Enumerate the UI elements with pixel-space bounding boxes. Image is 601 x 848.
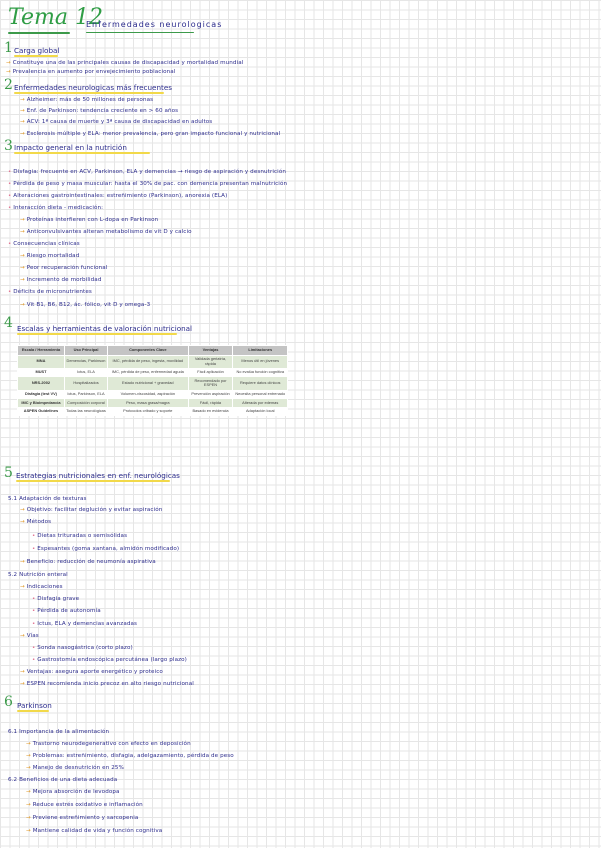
- table-cell: Adaptación local: [233, 407, 288, 416]
- note-line: • Consecuencias clínicas: [8, 241, 80, 247]
- note-text: Dietas trituradas o semisólidas: [37, 533, 128, 539]
- note-text: Vías: [26, 633, 39, 639]
- note-line: → Anticonvulsivantes alteran metabolismo de vit D y calcio: [20, 229, 192, 235]
- note-text: ACV: 1ª causa de muerte y 3ª causa de discapacidad en adultos: [26, 119, 213, 125]
- note-line: • Pérdida de peso y masa muscular: hasta el 30% de pac. con demencia presentan malnutrición: [8, 181, 288, 187]
- table-cell: Composición corporal: [64, 399, 107, 408]
- section-number: 4: [4, 315, 13, 331]
- note-line: → Proteínas interfieren con L-dopa en Parkinson: [20, 217, 159, 223]
- note-text: Objetivo: facilitar deglución y evitar aspiración: [26, 507, 163, 513]
- table-cell: Protocolos cribado y soporte: [108, 407, 189, 416]
- note-text: Prevalencia en aumento por envejecimiento poblacional: [12, 69, 176, 75]
- table-cell: Peso, masa grasa/magra: [108, 399, 189, 408]
- note-text: Problemas: estreñimiento, disfagia, adelgazamiento, pérdida de peso: [32, 753, 234, 759]
- note-text: Mantiene calidad de vida y función cognitiva: [32, 828, 163, 834]
- table-header: Limitaciones: [233, 346, 288, 356]
- note-text: Espesantes (goma xantana, almidón modificado): [37, 546, 180, 552]
- table-cell: NRS-2002: [18, 377, 65, 390]
- note-text: Disfagia grave: [37, 596, 80, 602]
- section-heading: Escalas y herramientas de valoración nutricional: [17, 324, 193, 333]
- note-line: → Enf. de Parkinson: tendencia creciente en > 60 años: [20, 108, 179, 114]
- section-number: 6: [4, 694, 13, 710]
- note-text: 6.1 Importancia de la alimentación: [8, 729, 110, 735]
- note-line: → Esclerosis múltiple y ELA: menor prevalencia, pero gran impacto funcional y nutricional: [20, 131, 281, 137]
- note-line: → Mejora absorción de levodopa: [26, 789, 120, 795]
- note-line: • Gastrostomía endoscópica percutánea (largo plazo): [32, 657, 187, 663]
- note-text: Incremento de morbilidad: [26, 277, 102, 283]
- heading-highlight: [17, 333, 177, 335]
- note-text: Vit B1, B6, B12, ác. fólico, vit D y omega-3: [26, 302, 151, 308]
- note-line: → Beneficio: reducción de neumonía aspirativa: [20, 559, 156, 565]
- note-text: Beneficio: reducción de neumonía aspirativa: [26, 559, 156, 565]
- note-line: • Pérdida de autonomía: [32, 608, 101, 614]
- note-text: Indicaciones: [26, 584, 63, 590]
- table-cell: IMC y Bioimpedancia: [18, 399, 65, 408]
- table-cell: Fácil, rápida: [188, 399, 233, 408]
- note-line: • Dietas trituradas o semisólidas: [32, 533, 128, 539]
- note-text: Esclerosis múltiple y ELA: menor prevalencia, pero gran impacto funcional y nutricional: [26, 131, 281, 137]
- note-line: [8, 496, 87, 503]
- note-text: Previene estreñimiento y sarcopenia: [32, 815, 139, 821]
- section-heading: Impacto general en la nutrición: [14, 143, 127, 152]
- table-header: Uso Principal: [64, 346, 107, 356]
- note-text: Proteínas interfieren con L-dopa en Parkinson: [26, 217, 159, 223]
- table-cell: MNA: [18, 355, 65, 368]
- table-cell: Prevención aspiración: [188, 390, 233, 399]
- section-heading: Carga global: [14, 46, 60, 55]
- note-text: 6.2 Beneficios de una dieta adecuada: [8, 777, 118, 783]
- note-text: Ictus, ELA y demencias avanzadas: [37, 621, 138, 627]
- note-text: Métodos: [26, 519, 52, 525]
- note-line: [8, 729, 109, 736]
- note-text: 5.1 Adaptación de texturas: [8, 496, 87, 502]
- note-line: • Interacción dieta - medicación:: [8, 205, 104, 211]
- note-text: Manejo de desnutrición en 25%: [32, 765, 124, 771]
- note-line: → Previene estreñimiento y sarcopenia: [26, 815, 139, 821]
- note-line: → Constituye una de las principales causas de discapacidad y mortalidad mundial: [6, 60, 244, 66]
- note-line: → Ventajas: asegura aporte energético y proteico: [20, 669, 163, 675]
- table-row: [18, 390, 288, 399]
- table-row: [18, 377, 288, 390]
- note-text: Anticonvulsivantes alteran metabolismo de vit D y calcio: [26, 229, 192, 235]
- table-cell: Todas las neurológicas: [64, 407, 107, 416]
- page-subtitle: Enfermedades neurologicas: [86, 20, 223, 29]
- note-line: → Vías: [20, 633, 39, 639]
- note-text: Sonda nasogástrica (corto plazo): [37, 645, 133, 651]
- heading-highlight: [16, 480, 170, 482]
- table-row: [18, 399, 288, 408]
- table-cell: ASPEN Guidelines: [18, 407, 65, 416]
- note-line: → Peor recuperación funcional: [20, 265, 108, 271]
- note-line: [8, 777, 117, 784]
- table-cell: Ictus, ELA: [64, 368, 107, 377]
- heading-highlight: [14, 55, 58, 57]
- note-line: • Déficits de micronutrientes: [8, 289, 92, 295]
- note-line: → Incremento de morbilidad: [20, 277, 102, 283]
- table-cell: Fácil aplicación: [188, 368, 233, 377]
- table-cell: IMC, pérdida de peso, enfermedad aguda: [108, 368, 189, 377]
- table-cell: MUST: [18, 368, 65, 377]
- note-line: → Vit B1, B6, B12, ác. fólico, vit D y omega-3: [20, 302, 151, 308]
- note-line: → Métodos: [20, 519, 52, 525]
- table-cell: Requiere datos clínicos: [233, 377, 288, 390]
- table-header: Ventajas: [188, 346, 233, 356]
- note-line: • Espesantes (goma xantana, almidón modificado): [32, 546, 180, 552]
- note-text: Gastrostomía endoscópica percutánea (largo plazo): [37, 657, 187, 663]
- table-cell: Menos útil en jóvenes: [233, 355, 288, 368]
- table-cell: No evalúa función cognitiva: [233, 368, 288, 377]
- note-text: Alteraciones gastrointestinales: estreñimiento (Parkinson), anorexia (ELA): [13, 193, 228, 199]
- note-line: → Problemas: estreñimiento, disfagia, adelgazamiento, pérdida de peso: [26, 753, 234, 759]
- heading-highlight: [14, 92, 164, 94]
- note-line: • Sonda nasogástrica (corto plazo): [32, 645, 133, 651]
- note-line: → Alzheimer: más de 50 millones de personas: [20, 97, 154, 103]
- note-line: → Objetivo: facilitar deglución y evitar aspiración: [20, 507, 163, 513]
- table-cell: Disfagia (test VV): [18, 390, 65, 399]
- note-text: Disfagia: frecuente en ACV, Parkinson, ELA y demencias → riesgo de aspiración y desnutrición: [13, 169, 287, 175]
- section-heading: Parkinson: [17, 701, 52, 710]
- note-text: Ventajas: asegura aporte energético y proteico: [26, 669, 163, 675]
- note-text: Alzheimer: más de 50 millones de personas: [26, 97, 154, 103]
- note-line: → Trastorno neurodegenerativo con efecto en deposición: [26, 741, 191, 747]
- table-cell: Hospitalizados: [64, 377, 107, 390]
- note-line: → Indicaciones: [20, 584, 63, 590]
- section-number: 5: [4, 465, 13, 481]
- table-cell: Validada geriatría, rápida: [188, 355, 233, 368]
- note-text: Consecuencias clínicas: [13, 241, 80, 247]
- table-cell: Demencias, Parkinson: [64, 355, 107, 368]
- note-text: 5.2 Nutrición enteral: [8, 572, 68, 578]
- valuation-table: [17, 345, 288, 416]
- table-cell: Ictus, Parkinson, ELA: [64, 390, 107, 399]
- note-text: Pérdida de peso y masa muscular: hasta el 30% de pac. con demencia presentan malnutrición: [13, 181, 288, 187]
- section-number: 3: [4, 138, 13, 154]
- section-heading: Enfermedades neurologicas más frecuentes: [14, 83, 173, 92]
- section-number: 2: [4, 77, 13, 93]
- note-text: Trastorno neurodegenerativo con efecto en deposición: [32, 741, 191, 747]
- note-text: Peor recuperación funcional: [26, 265, 108, 271]
- subtitle-underline: [86, 32, 194, 33]
- note-line: → ESPEN recomienda inicio precoz en alto riesgo nutricional: [20, 681, 194, 687]
- table-row: [18, 407, 288, 416]
- note-line: • Disfagia: frecuente en ACV, Parkinson, ELA y demencias → riesgo de aspiración y desnutrición: [8, 169, 287, 175]
- table-header: Escala / Herramienta: [18, 346, 65, 356]
- note-text: Riesgo mortalidad: [26, 253, 80, 259]
- note-text: Enf. de Parkinson: tendencia creciente en > 60 años: [26, 108, 179, 114]
- heading-highlight: [17, 710, 49, 712]
- note-line: • Disfagia grave: [32, 596, 80, 602]
- table-cell: Volumen-viscosidad, aspiración: [108, 390, 189, 399]
- table-cell: Recomendado por ESPEN: [188, 377, 233, 390]
- note-line: → Mantiene calidad de vida y función cognitiva: [26, 828, 163, 834]
- table-cell: Estado nutricional + gravedad: [108, 377, 189, 390]
- note-line: → Prevalencia en aumento por envejecimiento poblacional: [6, 69, 176, 75]
- section-number: 1: [4, 40, 13, 56]
- table-cell: Basado en evidencia: [188, 407, 233, 416]
- table-row: [18, 355, 288, 368]
- note-text: Constituye una de las principales causas de discapacidad y mortalidad mundial: [12, 60, 244, 66]
- note-line: • Ictus, ELA y demencias avanzadas: [32, 621, 138, 627]
- note-line: [8, 572, 68, 579]
- note-text: ESPEN recomienda inicio precoz en alto riesgo nutricional: [26, 681, 194, 687]
- table-cell: Alterada por edemas: [233, 399, 288, 408]
- table-cell: Necesita personal entrenado: [233, 390, 288, 399]
- title-underline: [8, 32, 70, 34]
- note-line: • Alteraciones gastrointestinales: estreñimiento (Parkinson), anorexia (ELA): [8, 193, 228, 199]
- note-line: → Reduce estrés oxidativo e inflamación: [26, 802, 143, 808]
- note-text: Reduce estrés oxidativo e inflamación: [32, 802, 143, 808]
- table-row: [18, 368, 288, 377]
- table-cell: IMC, pérdida de peso, ingesta, movilidad: [108, 355, 189, 368]
- section-heading: Estrategias nutricionales en enf. neurológicas: [16, 471, 180, 480]
- page-title: Tema 12: [8, 5, 103, 30]
- note-text: Déficits de micronutrientes: [13, 289, 92, 295]
- note-line: → Riesgo mortalidad: [20, 253, 80, 259]
- heading-highlight: [14, 152, 150, 154]
- note-text: Pérdida de autonomía: [37, 608, 101, 614]
- note-text: Mejora absorción de levodopa: [32, 789, 120, 795]
- note-text: Interacción dieta - medicación:: [13, 205, 104, 211]
- table-header: Componentes Clave: [108, 346, 189, 356]
- note-line: → Manejo de desnutrición en 25%: [26, 765, 124, 771]
- note-line: → ACV: 1ª causa de muerte y 3ª causa de discapacidad en adultos: [20, 119, 213, 125]
